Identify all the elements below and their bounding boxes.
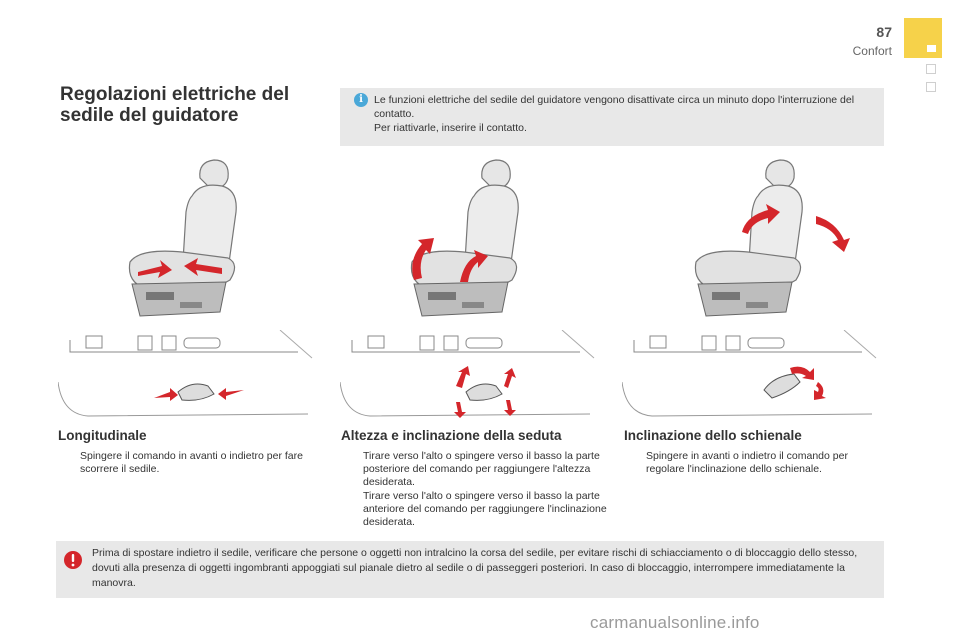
control-detail-backrest — [622, 330, 880, 418]
bullet-text: Tirare verso l'alto o spingere verso il basso la parte posteriore del comando per raggiungere l'altezza desiderata. — [363, 450, 600, 488]
switch-control — [454, 366, 516, 418]
warning-icon — [64, 551, 82, 569]
seat-shape — [695, 160, 802, 316]
bullet-item — [628, 450, 888, 476]
door-panel-outline — [58, 330, 312, 416]
bullet-text: Spingere il comando in avanti o indietro per fare scorrere il sedile. — [80, 450, 303, 475]
warning-text: Prima di spostare indietro il sedile, verificare che persone o oggetti non intralcino la corsa del sedile, per evitare rischi di schiacciamento o di bloccaggio dello stesso, dovuti alla presenza di oggetti ingombranti appoggiati sul pianale dietro al sedile o di passeggeri posteriori. In caso di bloccaggio, interrompere immediatamente la manovra. — [92, 547, 858, 589]
seat-illustration-height — [392, 152, 572, 332]
bullet-glyph — [345, 450, 363, 489]
page-title: Regolazioni elettriche del sedile del guidatore — [60, 84, 290, 126]
info-icon: i — [354, 93, 368, 107]
chapter-tab-empty-1 — [926, 64, 936, 74]
control-detail-height — [340, 330, 598, 418]
seat-shape — [411, 160, 518, 316]
bullet-item — [62, 450, 324, 476]
info-text — [374, 93, 874, 135]
seat-shape — [129, 160, 236, 316]
chapter-tab — [904, 18, 942, 58]
column-body-height — [345, 450, 607, 530]
column-title-backrest: Inclinazione dello schienale — [624, 428, 802, 443]
switch-control — [154, 384, 244, 401]
seat-illustration-longitudinal — [110, 152, 290, 332]
bullet-text: Spingere in avanti o indietro il comando per regolare l'inclinazione dello schienale. — [646, 450, 848, 475]
bullet-glyph — [345, 490, 363, 529]
bullet-glyph — [628, 450, 646, 476]
info-line-2: Per riattivarle, inserire il contatto. — [374, 122, 527, 134]
column-title-longitudinal: Longitudinale — [58, 428, 147, 443]
info-line-1: Le funzioni elettriche del sedile del guidatore vengono disattivate circa un minuto dopo l'interruzione del contatto. — [374, 94, 855, 120]
door-panel-outline — [622, 330, 876, 416]
control-detail-longitudinal — [58, 330, 316, 418]
column-body-backrest — [628, 450, 888, 477]
page-number: 87 — [876, 24, 892, 40]
bullet-item — [345, 450, 607, 489]
column-title-height: Altezza e inclinazione della seduta — [341, 428, 562, 443]
bullet-item — [345, 490, 607, 529]
seat-illustration-backrest — [676, 152, 856, 332]
bullet-text: Tirare verso l'alto o spingere verso il basso la parte anteriore del comando per raggiungere l'inclinazione desiderata. — [363, 490, 607, 528]
switch-control — [764, 367, 826, 400]
chapter-tab-marker — [927, 45, 936, 52]
section-name: Confort — [852, 44, 892, 58]
column-body-longitudinal — [62, 450, 324, 477]
watermark: carmanualsonline.info — [590, 613, 760, 632]
chapter-tab-empty-2 — [926, 82, 936, 92]
bullet-glyph — [62, 450, 80, 476]
exclamation-icon — [64, 551, 82, 569]
